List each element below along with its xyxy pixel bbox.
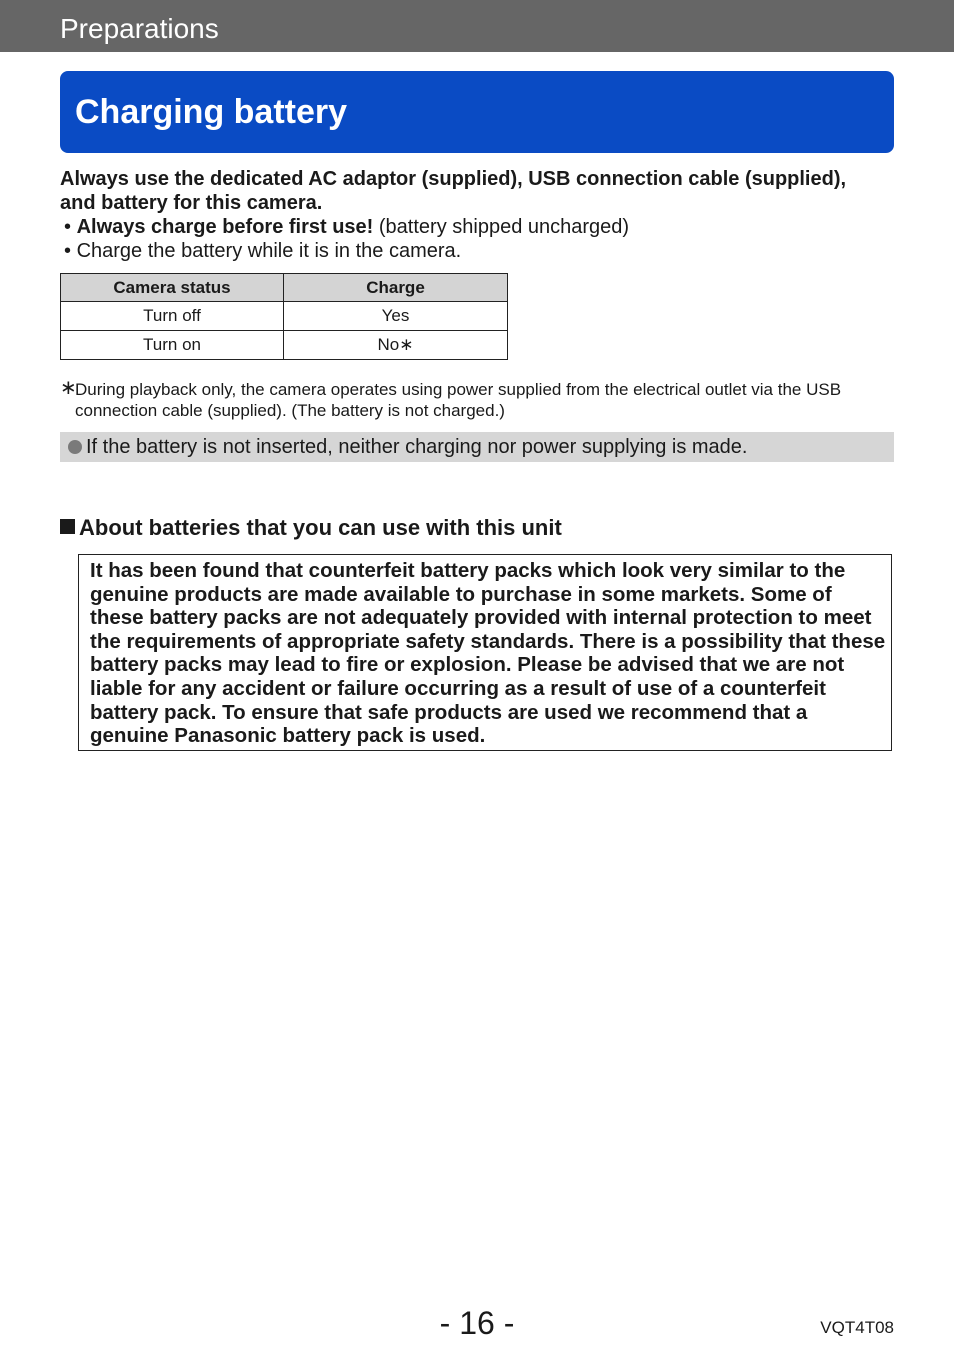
intro-line-2: and battery for this camera. bbox=[60, 192, 323, 214]
square-bullet-icon bbox=[60, 519, 75, 534]
bullet-first-use-text: (battery shipped uncharged) bbox=[373, 216, 630, 238]
bullet-first-use: • Always charge before first use! (battery shipped uncharged) bbox=[64, 216, 630, 238]
note-text: If the battery is not inserted, neither charging nor power supplying is made. bbox=[86, 436, 748, 458]
table-cell: No∗ bbox=[284, 331, 508, 360]
intro-line-1: Always use the dedicated AC adaptor (supplied), USB connection cable (supplied), bbox=[60, 168, 847, 190]
title-banner bbox=[60, 71, 894, 153]
table-cell: Yes bbox=[284, 302, 508, 331]
warning-box bbox=[78, 554, 892, 751]
bullet-in-camera: • Charge the battery while it is in the camera. bbox=[64, 240, 462, 262]
section-heading-text: About batteries that you can use with this unit bbox=[79, 515, 562, 540]
table-header-charge: Charge bbox=[284, 274, 508, 302]
table-header-camera-status: Camera status bbox=[61, 274, 284, 302]
page-title: Charging battery bbox=[75, 93, 348, 131]
note-bar bbox=[60, 432, 894, 462]
bullet-in-camera-text: Charge the battery while it is in the camera. bbox=[76, 240, 462, 262]
document-code: VQT4T08 bbox=[820, 1318, 894, 1337]
section-heading bbox=[60, 514, 562, 542]
table-row bbox=[61, 302, 508, 331]
table-header-row bbox=[61, 274, 508, 302]
page-number: - 16 - bbox=[439, 1305, 515, 1341]
table-cell: Turn off bbox=[61, 302, 284, 331]
table-cell: Turn on bbox=[61, 331, 284, 360]
warning-text: It has been found that counterfeit battery packs which look very similar to the genuine products are made available to purchase in some markets. Some of these battery packs are not adequately provided with internal protection to meet the requirements of appropriate safety standards. There is a possibility that these battery packs may lead to fire or explosion. Please be advised that we are not liable for any accident or failure occurring as a result of use of a counterfeit battery pack. To ensure that safe products are used we recommend that a genuine Panasonic battery pack is used. bbox=[90, 559, 886, 748]
section-name: Preparations bbox=[60, 13, 219, 44]
intro-text bbox=[60, 167, 900, 215]
bullet-dot-icon bbox=[68, 440, 82, 454]
charge-status-table bbox=[60, 273, 508, 360]
bullet-first-use-bold: Always charge before first use! bbox=[76, 216, 374, 238]
table-row bbox=[61, 331, 508, 360]
footnote-marker: ∗ bbox=[60, 377, 77, 399]
header-bar bbox=[0, 0, 954, 52]
footnote-text: During playback only, the camera operates using power supplied from the electrical outlet via the USB connection cable (supplied). (The battery is not charged.) bbox=[75, 380, 842, 420]
